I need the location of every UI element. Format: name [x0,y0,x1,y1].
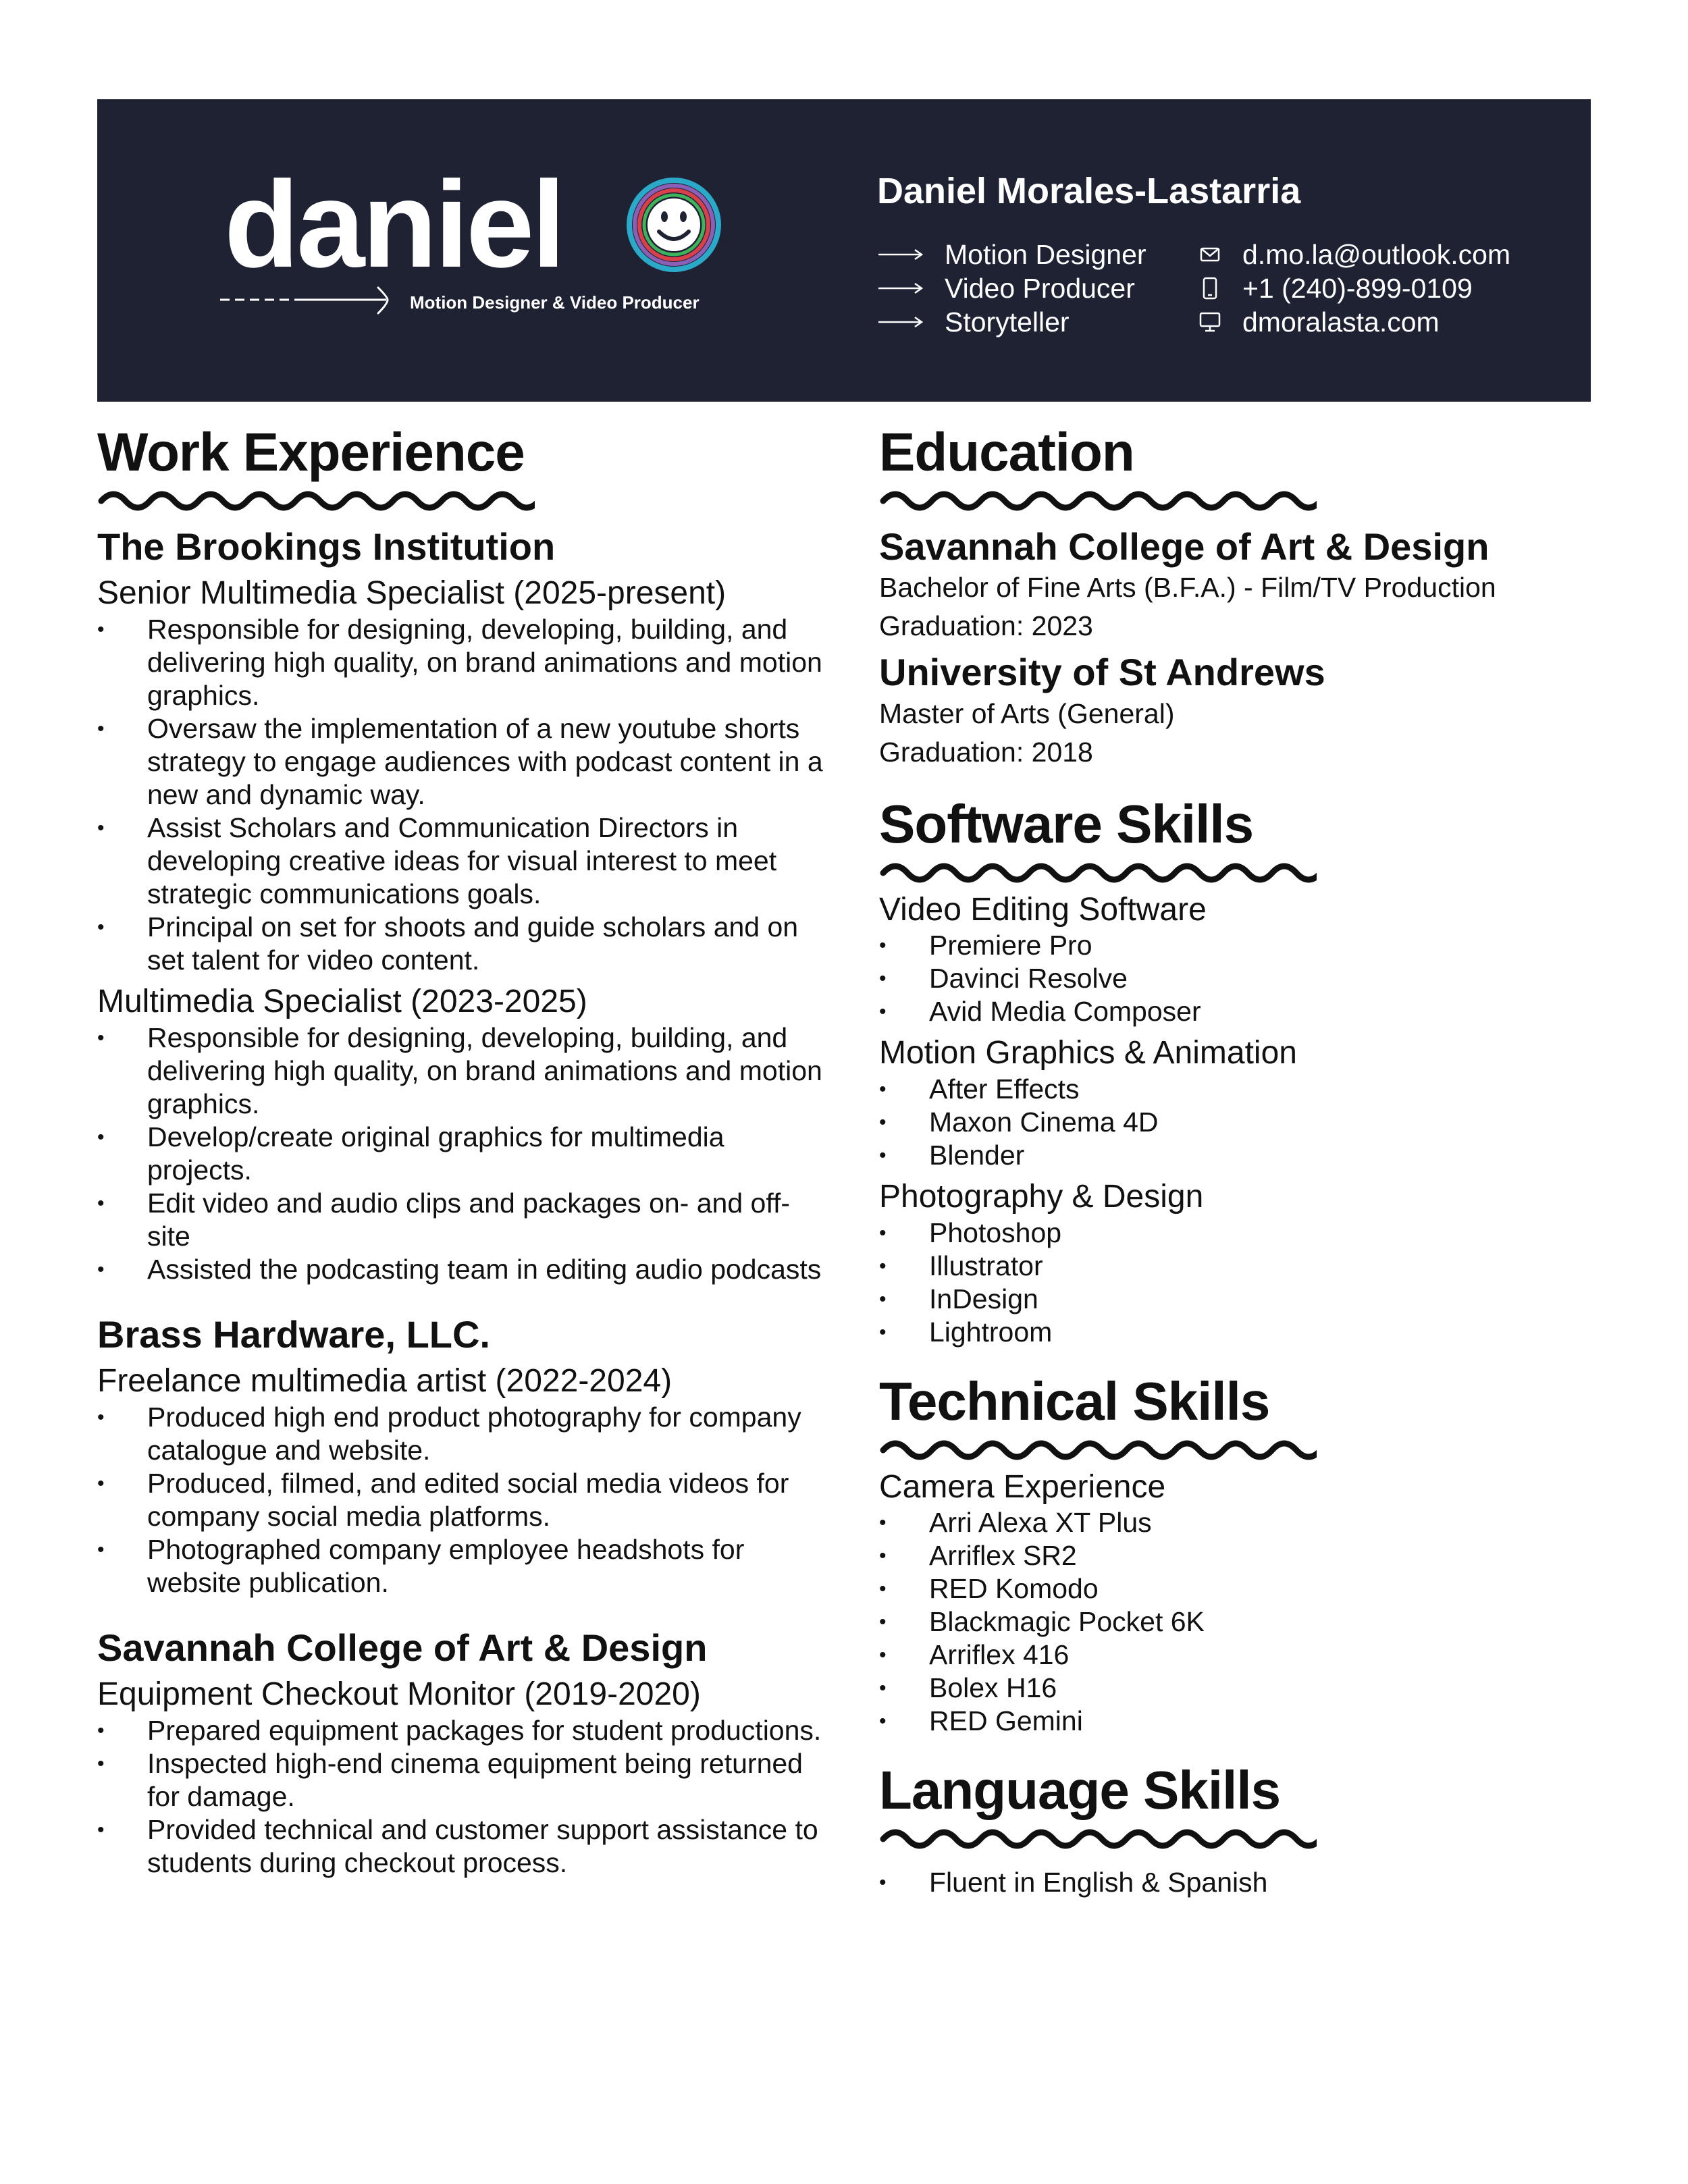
list-item: • Responsible for designing, developing, building, and delivering high quality, on brand animations and motion graphics. [97,613,822,711]
wave-divider-icon [879,858,1317,885]
graduation: Graduation: 2023 [879,610,1093,642]
skill-list [879,929,1588,1028]
header-banner [97,99,1591,402]
school-name: Savannah College of Art & Design [879,525,1489,568]
phone-icon [1198,276,1222,300]
contact-phone[interactable] [1198,271,1510,305]
list-item: • Fluent in English & Spanish [879,1867,1268,1898]
org-name: Brass Hardware, LLC. [97,1312,490,1356]
bullet-list [97,1401,826,1599]
contact-website[interactable] [1198,305,1510,339]
list-item: • Maxon Cinema 4D [879,1106,1159,1138]
list-item: • Edit video and audio clips and packages on- and off-site [97,1187,791,1252]
skill-group-title: Video Editing Software [879,891,1207,928]
logo-tagline: Motion Designer & Video Producer [410,292,700,313]
job-title: Multimedia Specialist (2023-2025) [97,983,587,1019]
list-item: • Arriflex SR2 [879,1540,1077,1572]
graduation: Graduation: 2018 [879,736,1093,768]
role-item [877,271,1146,305]
mail-icon [1198,242,1222,267]
role-item [877,238,1146,271]
list-item: • Responsible for designing, developing, building, and delivering high quality, on brand animations and motion graphics. [97,1021,822,1119]
list-item: • Develop/create original graphics for multimedia projects. [97,1121,724,1186]
role-label: Video Producer [945,272,1135,304]
wave-divider-icon [97,486,535,513]
list-item: • Blender [879,1139,1025,1171]
list-item: • Assisted the podcasting team in editing audio podcasts [97,1253,822,1285]
section-title: Language Skills [879,1760,1281,1821]
section-title: Education [879,422,1134,482]
skill-group-title: Camera Experience [879,1468,1166,1505]
section-title: Technical Skills [879,1370,1270,1431]
bullet-list [97,1021,826,1286]
bullet-list [97,1714,826,1880]
list-item: • After Effects [879,1073,1080,1104]
work-experience-column [97,422,826,1880]
section-title: Work Experience [97,422,525,482]
contact-list [1198,238,1510,339]
skill-group-title: Motion Graphics & Animation [879,1035,1297,1071]
list-item: • Photographed company employee headshots for website publication. [97,1533,745,1598]
dashed-arrow-icon [219,284,409,317]
skill-list [879,1506,1588,1738]
list-item: • Bolex H16 [879,1672,1057,1704]
skill-list [879,1217,1588,1349]
list-item: • RED Komodo [879,1573,1099,1605]
arrow-right-icon [877,248,924,261]
website-text[interactable]: dmoralasta.com [1242,306,1440,338]
monitor-icon [1198,310,1222,334]
role-item [877,305,1146,339]
full-name: Daniel Morales-Lastarria [877,171,1301,211]
email-text[interactable]: d.mo.la@outlook.com [1242,238,1511,270]
list-item: • Provided technical and customer support assistance to students during checkout process. [97,1813,818,1878]
list-item: • Oversaw the implementation of a new youtube shorts strategy to engage audiences with podcast content in a new and dynamic way. [97,712,823,810]
job-title: Senior Multimedia Specialist (2025-present) [97,575,727,612]
list-item: • Illustrator [879,1250,1043,1281]
list-item: • Photoshop [879,1217,1062,1248]
list-item: • Principal on set for shoots and guide scholars and on set talent for video content. [97,911,799,976]
job-title: Freelance multimedia artist (2022-2024) [97,1362,672,1399]
org-name: The Brookings Institution [97,525,556,568]
list-item: • Arriflex 416 [879,1639,1070,1671]
phone-text[interactable]: +1 (240)-899-0109 [1242,272,1473,304]
wave-divider-icon [879,1824,1317,1851]
list-item: • Inspected high-end cinema equipment being returned for damage. [97,1747,803,1812]
org-name: Savannah College of Art & Design [97,1626,708,1669]
skills-column [879,422,1588,1899]
role-label: Motion Designer [945,238,1146,270]
skill-list [879,1073,1588,1172]
list-item: • Assist Scholars and Communication Directors in developing creative ideas for visual interest to meet strategic communications goals. [97,811,777,909]
smiley-logo-icon [624,175,724,275]
degree: Bachelor of Fine Arts (B.F.A.) - Film/TV Production [879,572,1496,604]
list-item: • Premiere Pro [879,930,1092,961]
list-item: • RED Gemini [879,1705,1083,1737]
list-item: • Davinci Resolve [879,963,1128,994]
wave-divider-icon [879,1435,1317,1462]
list-item: • InDesign [879,1283,1038,1314]
list-item: • Lightroom [879,1316,1053,1348]
section-title: Software Skills [879,793,1254,854]
job-title: Equipment Checkout Monitor (2019-2020) [97,1676,701,1712]
degree: Master of Arts (General) [879,697,1175,729]
skill-group-title: Photography & Design [879,1178,1204,1215]
list-item: • Produced, filmed, and edited social media videos for company social media platforms. [97,1467,789,1532]
role-label: Storyteller [945,306,1070,338]
school-name: University of St Andrews [879,651,1325,694]
arrow-right-icon [877,315,924,329]
list-item: • Avid Media Composer [879,996,1201,1028]
contact-email[interactable] [1198,238,1510,271]
arrow-right-icon [877,282,924,295]
list-item: • Arri Alexa XT Plus [879,1507,1152,1539]
role-list [877,238,1146,339]
logo-wordmark: daniel [224,155,563,293]
list-item: • Prepared equipment packages for student productions. [97,1714,822,1746]
bullet-list [97,613,826,977]
wave-divider-icon [879,486,1317,513]
list-item: • Blackmagic Pocket 6K [879,1606,1205,1638]
list-item: • Produced high end product photography for company catalogue and website. [97,1401,801,1466]
skill-list [879,1866,1588,1899]
